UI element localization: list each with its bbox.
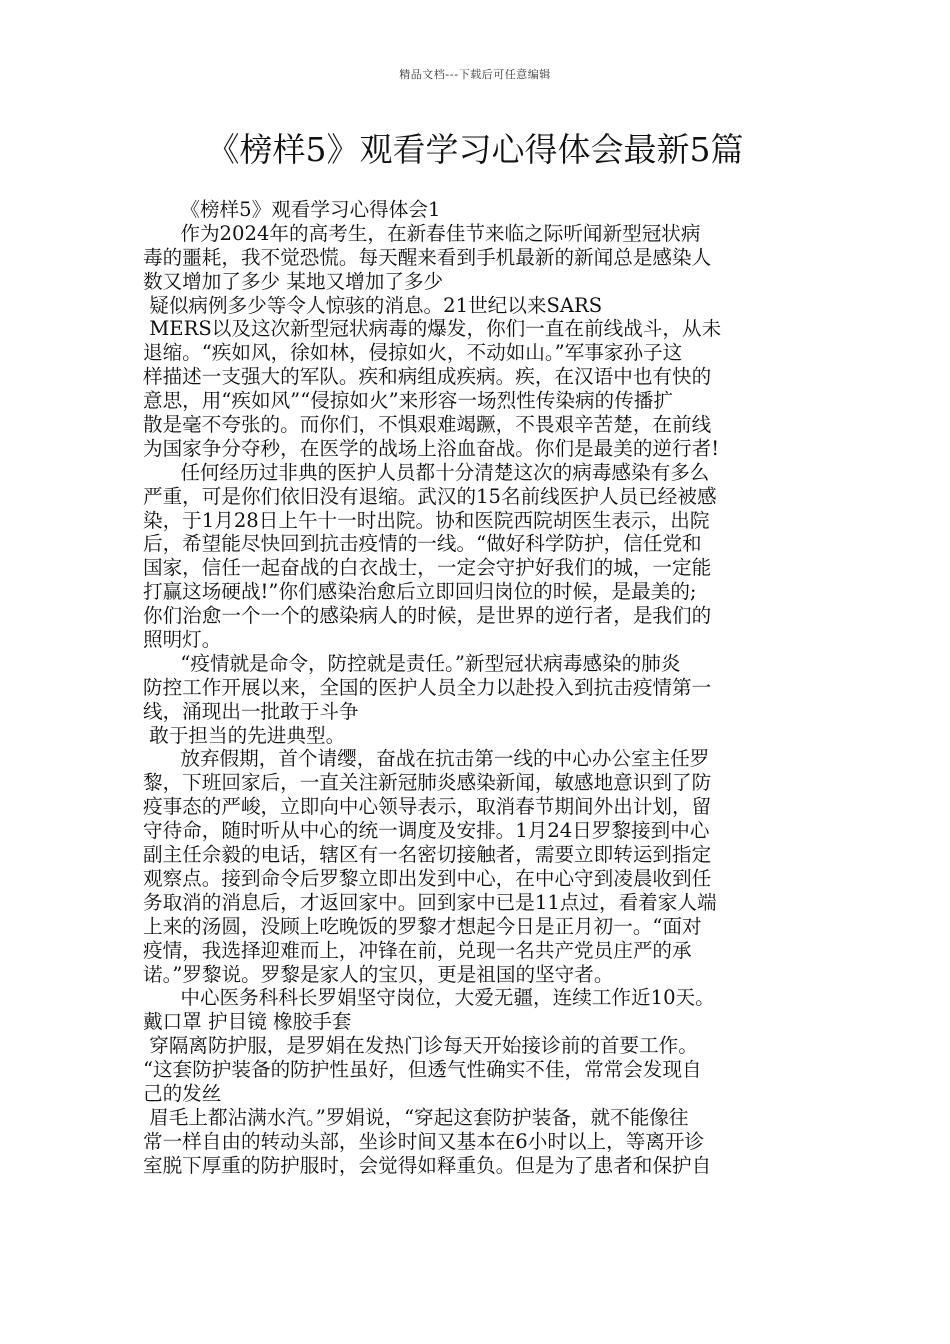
text-line: 副主任佘毅的电话，辖区有一名密切接触者，需要立即转运到指定 [143,843,712,867]
text-line: “疫情就是命令，防控就是责任。”新型冠状病毒感染的肺炎 [143,651,681,675]
text-line: 照明灯。 [143,628,222,652]
text-line: 常一样自由的转动头部，坐诊时间又基本在6小时以上，等离开诊 [143,1129,705,1153]
text-line: 毒的噩耗，我不觉恐慌。每天醒来看到手机最新的新闻总是感染人 [143,245,712,269]
text-line: 散是毫不夸张的。而你们，不惧艰难竭蹶，不畏艰辛苦楚，在前线 [143,413,712,437]
text-line: 敢于担当的先进典型。 [143,723,346,747]
text-line: 诺。”罗黎说。罗黎是家人的宝贝，更是祖国的坚守者。 [143,962,614,986]
text-line: 作为2024年的高考生，在新春佳节来临之际听闻新型冠状病 [143,221,701,245]
text-line: 己的发丝 [143,1081,222,1105]
text-line: 放弃假期，首个请缨，奋战在抗击第一线的中心办公室主任罗 [143,747,710,771]
text-line: 线，涌现出一批敢于斗争 [143,699,359,723]
text-line: 任何经历过非典的医护人员都十分清楚这次的病毒感染有多么 [143,460,710,484]
text-line: 意思，用“疾如风”“侵掠如火”来形容一场烈性传染病的传播扩 [143,389,673,413]
text-line: 室脱下厚重的防护服时，会觉得如释重负。但是为了患者和保护自 [143,1153,712,1177]
text-line: 疑似病例多少等令人惊骇的消息。21世纪以来SARS [143,293,603,317]
text-line: 黎，下班回家后，一直关注新冠肺炎感染新闻，敏感地意识到了防 [143,771,712,795]
document-title: 《榜样5》观看学习心得体会最新5篇 [206,130,744,169]
text-line: 务取消的消息后，才返回家中。回到家中已是11点过，看着家人端 [143,890,717,914]
document-body [143,198,833,1178]
text-line: 穿隔离防护服，是罗娟在发热门诊每天开始接诊前的首要工作。 [143,1034,698,1058]
text-line: MERS以及这次新型冠状病毒的爆发，你们一直在前线战斗，从未 [143,317,722,341]
text-line: 打赢这场硬战!”你们感染治愈后立即回归岗位的时候，是最美的; [143,580,697,604]
text-line: 戴口罩 护目镜 橡胶手套 [143,1010,352,1034]
text-line: 中心医务科科长罗娟坚守岗位，大爱无疆，连续工作近10天。 [143,986,715,1010]
text-line: 《榜样5》观看学习心得体会1 [143,198,441,221]
text-line: 样描述一支强大的军队。疾和病组成疾病。疾，在汉语中也有快的 [143,365,712,389]
text-line: 疫事态的严峻，立即向中心领导表示，取消春节期间外出计划，留 [143,795,712,819]
text-line: 后，希望能尽快回到抗击疫情的一线。“做好科学防护，信任党和 [143,532,702,556]
text-line: 你们治愈一个一个的感染病人的时候，是世界的逆行者，是我们的 [143,604,712,628]
text-line: “这套防护装备的防护性虽好，但透气性确实不佳，常常会发现自 [143,1058,702,1082]
text-line: 上来的汤圆，没顾上吃晚饭的罗黎才想起今日是正月初一。“面对 [143,914,702,938]
text-line: 严重，可是你们依旧没有退缩。武汉的15名前线医护人员已经被感 [143,484,717,508]
text-line: 退缩。“疾如风，徐如林，侵掠如火，不动如山。”军事家孙子这 [143,341,683,365]
page-header: 精品文档---下载后可任意编辑 [399,68,551,81]
text-line: 防控工作开展以来，全国的医护人员全力以赴投入到抗击疫情第一 [143,675,712,699]
text-line: 为国家争分夺秒，在医学的战场上浴血奋战。你们是最美的逆行者! [143,436,720,460]
text-line: 染，于1月28日上午十一时出院。协和医院西院胡医生表示，出院 [143,508,710,532]
text-line: 眉毛上都沾满水汽。”罗娟说，“穿起这套防护装备，就不能像往 [143,1105,689,1129]
text-line: 观察点。接到命令后罗黎立即出发到中心，在中心守到凌晨收到任 [143,866,712,890]
text-line: 国家，信任一起奋战的白衣战士，一定会守护好我们的城，一定能 [143,556,712,580]
text-line: 数又增加了多少 某地又增加了多少 [143,269,444,293]
text-line: 疫情，我选择迎难而上，冲锋在前，兑现一名共产党员庄严的承 [143,938,692,962]
text-line: 守待命，随时听从中心的统一调度及安排。1月24日罗黎接到中心 [143,819,710,843]
